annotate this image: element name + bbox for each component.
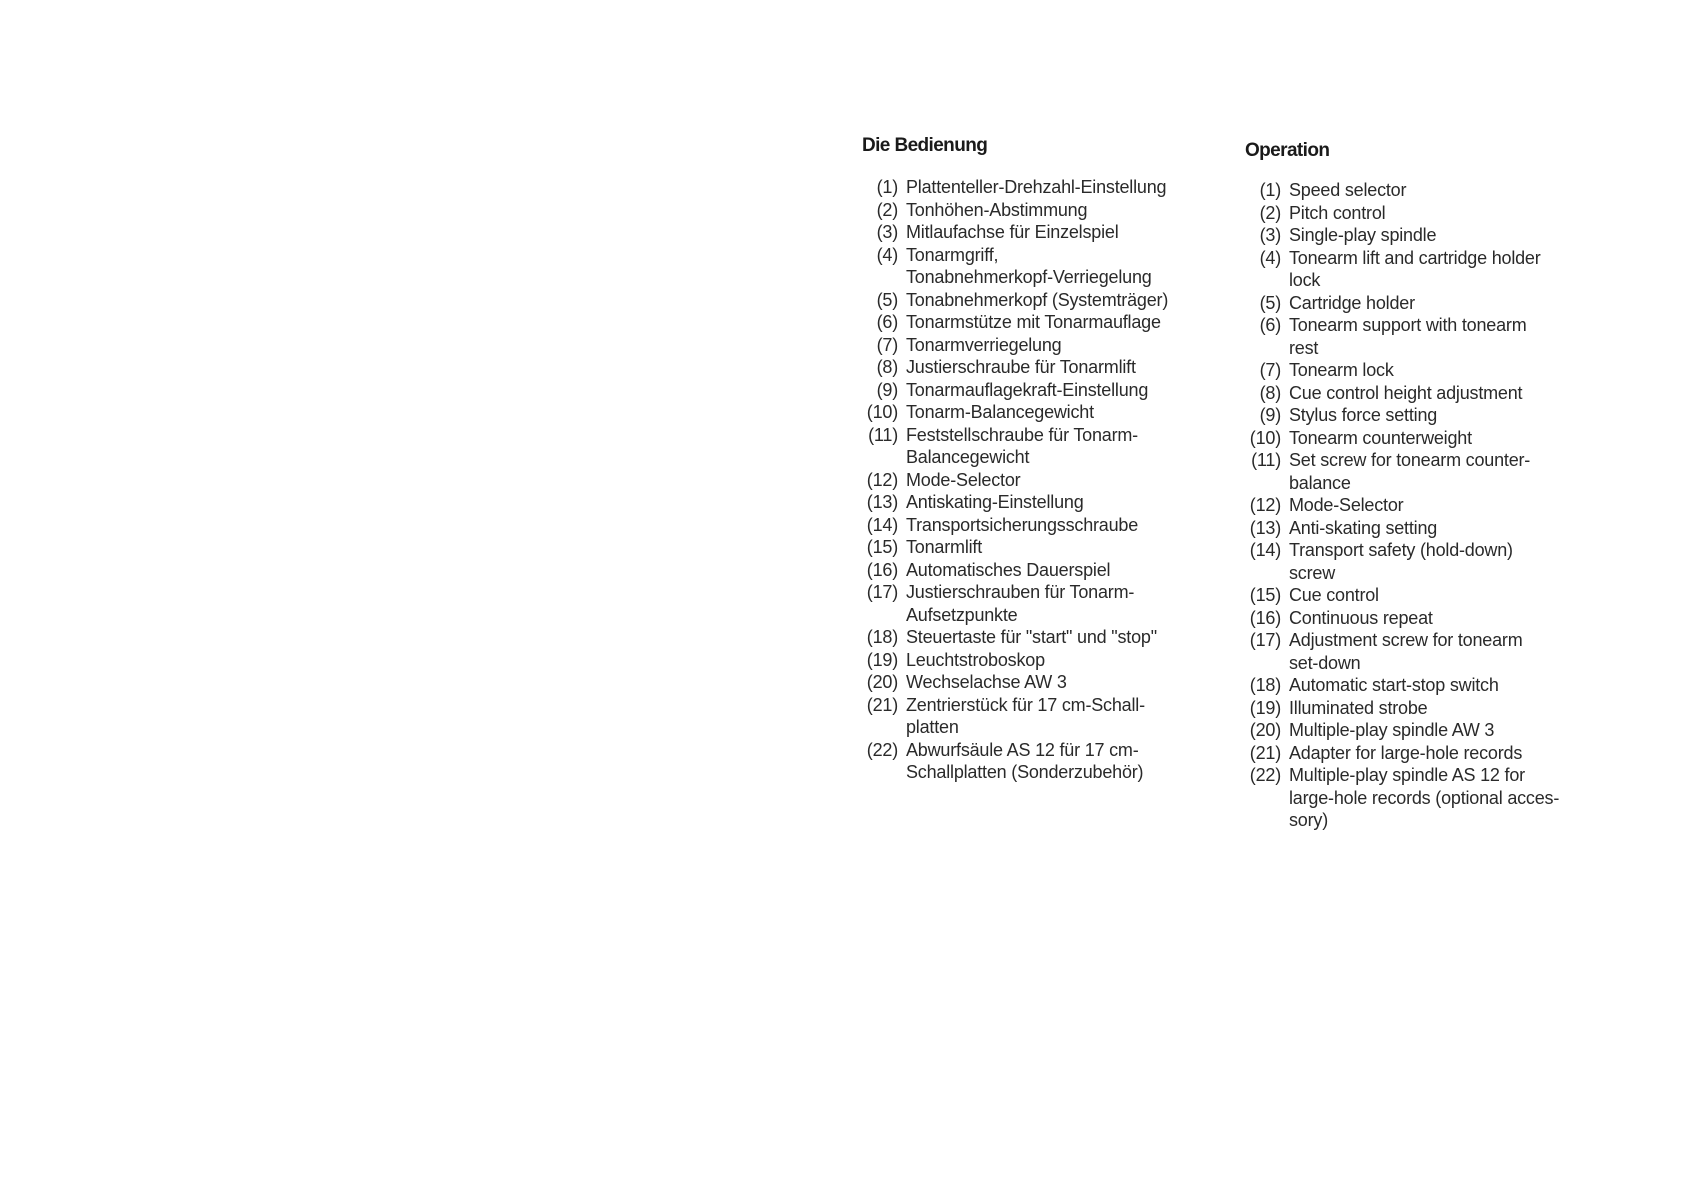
list-item [1245,179,1559,202]
list-item [862,581,1168,626]
list-item [862,536,1168,559]
list-item [1245,742,1559,765]
item-number: (16) [1249,607,1281,628]
item-label: Illuminated strobe [1289,697,1428,718]
list-item [1245,224,1559,247]
item-label: Tonarmgriff, Tonabnehmerkopf-Verriegelung [906,244,1152,287]
item-number: (22) [866,739,898,760]
list-item [862,469,1168,492]
item-number: (18) [1249,675,1281,695]
item-label: Justierschraube für Tonarmlift [906,357,1136,377]
item-label: Continuous repeat [1289,607,1433,628]
list-item [862,356,1168,379]
item-number: (11) [868,424,898,445]
item-number: (20) [1249,720,1281,740]
item-label: Leuchtstroboskop [906,649,1045,670]
item-label: Tonearm lock [1289,360,1394,380]
item-number: (12) [1249,495,1281,515]
item-number: (5) [1259,292,1281,313]
list-item [862,559,1168,582]
german-heading: Die Bedienung [862,135,988,156]
item-label: Transport safety (hold-down) screw [1289,540,1513,583]
item-label: Feststellschraube für Tonarm- Balancegewicht [906,424,1138,467]
list-item [1245,494,1559,517]
item-number: (1) [1259,180,1281,200]
list-item [1245,674,1559,697]
item-label: Wechselachse AW 3 [906,672,1067,692]
item-number: (19) [866,649,898,670]
item-number: (14) [866,514,898,535]
item-label: Tonarmlift [906,537,983,557]
item-number: (2) [876,199,898,220]
item-number: (10) [1249,427,1281,448]
item-label: Adjustment screw for tonearm set-down [1289,630,1523,673]
item-number: (19) [1249,697,1281,718]
item-label: Antiskating-Einstellung [906,492,1084,512]
item-number: (21) [866,694,898,715]
list-item [1245,202,1559,225]
list-item [1245,427,1559,450]
item-number: (20) [866,672,898,692]
item-label: Steuertaste für "start" und "stop" [906,627,1157,647]
item-label: Tonarmstütze mit Tonarmauflage [906,312,1161,332]
item-label: Transportsicherungsschraube [906,514,1139,535]
item-number: (8) [1259,382,1281,403]
item-number: (10) [866,402,898,422]
item-label: Anti-skating setting [1289,517,1438,538]
item-number: (6) [1259,315,1281,335]
list-item [862,491,1168,514]
item-label: Automatic start-stop switch [1289,675,1499,695]
item-label: Tonabnehmerkopf (Systemträger) [906,289,1169,310]
item-label: Single-play spindle [1289,225,1437,245]
list-item [862,424,1168,469]
list-item [862,514,1168,537]
item-number: (11) [1251,450,1281,470]
item-number: (16) [866,559,898,580]
list-item [1245,719,1559,742]
list-item [1245,629,1559,674]
item-label: Mitlaufachse für Einzelspiel [906,222,1119,242]
item-number: (15) [866,537,898,557]
list-item [1245,697,1559,720]
list-item [1245,584,1559,607]
item-number: (14) [1249,540,1281,560]
item-label: Multiple-play spindle AS 12 for large-hole records (optional acces- sory) [1289,765,1560,830]
item-label: Zentrierstück für 17 cm-Schall- platten [906,694,1145,737]
list-item [1245,247,1559,292]
item-label: Plattenteller-Drehzahl-Einstellung [906,177,1167,197]
list-item [862,244,1168,289]
list-item [862,379,1168,402]
item-label: Automatisches Dauerspiel [906,559,1111,580]
item-label: Stylus force setting [1289,405,1438,425]
item-label: Mode-Selector [1289,495,1404,515]
item-number: (1) [876,177,898,197]
item-number: (15) [1249,585,1281,605]
list-item [862,401,1168,424]
list-item [862,289,1168,312]
item-number: (6) [876,312,898,332]
german-parts-list [862,176,1168,784]
list-item [1245,607,1559,630]
list-item [862,626,1168,649]
item-label: Tonhöhen-Abstimmung [906,199,1088,220]
list-item [1245,764,1559,832]
item-number: (3) [876,222,898,242]
list-item [862,334,1168,357]
list-item [862,311,1168,334]
item-number: (7) [1259,360,1281,380]
item-label: Cartridge holder [1289,292,1415,313]
item-number: (9) [1259,405,1281,425]
item-label: Cue control height adjustment [1289,382,1523,403]
item-number: (13) [866,492,898,512]
item-label: Tonarmverriegelung [906,334,1062,355]
item-label: Justierschrauben für Tonarm- Aufsetzpunkte [906,582,1135,625]
item-number: (13) [1249,517,1281,538]
item-number: (17) [1249,630,1281,650]
list-item [862,694,1168,739]
list-item [1245,539,1559,584]
item-label: Speed selector [1289,180,1407,200]
item-label: Multiple-play spindle AW 3 [1289,720,1495,740]
item-label: Set screw for tonearm counter- balance [1289,450,1531,493]
item-label: Mode-Selector [906,469,1021,490]
list-item [1245,404,1559,427]
item-number: (22) [1249,765,1281,785]
item-number: (4) [876,244,898,265]
item-label: Tonearm support with tonearm rest [1289,315,1527,358]
item-number: (3) [1259,225,1281,245]
item-number: (18) [866,627,898,647]
item-number: (5) [876,289,898,310]
item-label: Tonearm counterweight [1289,427,1472,448]
list-item [1245,292,1559,315]
item-number: (12) [866,469,898,490]
list-item [1245,314,1559,359]
list-item [862,221,1168,244]
list-item [862,199,1168,222]
item-number: (4) [1259,247,1281,268]
list-item [1245,382,1559,405]
list-item [862,649,1168,672]
list-item [862,739,1168,784]
list-item [1245,359,1559,382]
list-item [862,176,1168,199]
list-item [862,671,1168,694]
item-label: Tonarm-Balancegewicht [906,402,1094,422]
item-label: Abwurfsäule AS 12 für 17 cm- Schallplatten (Sonderzubehör) [906,739,1144,782]
item-number: (21) [1249,742,1281,763]
item-label: Cue control [1289,585,1379,605]
item-number: (7) [876,334,898,355]
item-label: Pitch control [1289,202,1386,223]
item-number: (2) [1259,202,1281,223]
item-label: Tonearm lift and cartridge holder lock [1289,247,1541,290]
item-number: (8) [876,357,898,377]
english-heading: Operation [1245,140,1330,161]
item-label: Tonarmauflagekraft-Einstellung [906,379,1149,400]
item-number: (17) [866,582,898,602]
list-item [1245,517,1559,540]
item-label: Adapter for large-hole records [1289,742,1523,763]
item-number: (9) [876,379,898,400]
list-item [1245,449,1559,494]
english-parts-list [1245,179,1559,832]
